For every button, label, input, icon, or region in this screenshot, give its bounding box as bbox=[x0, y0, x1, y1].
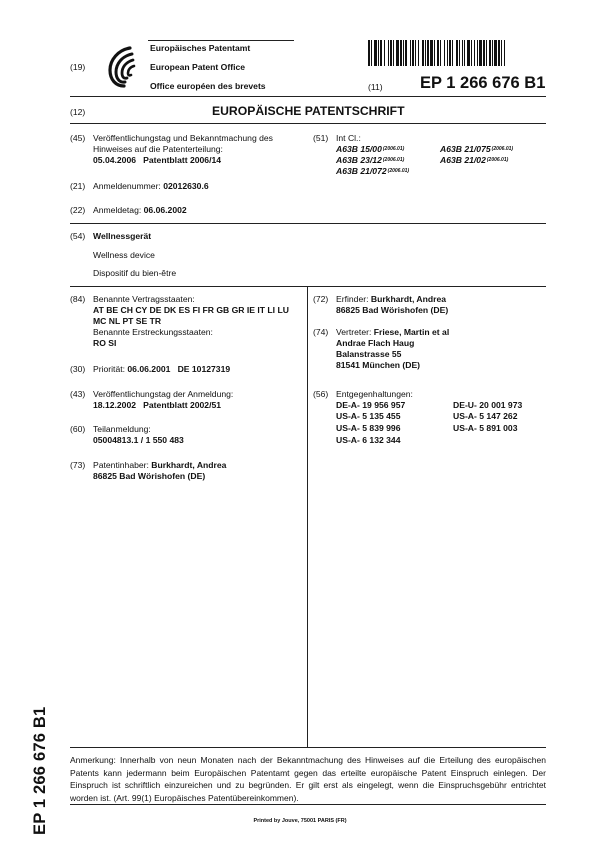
ipc-code: A63B $21/02^{(2006.01)}$ bbox=[440, 155, 509, 165]
representative-firm: Andrae Flach Haug bbox=[336, 338, 415, 348]
publication-number: EP 1 266 676 B1 bbox=[420, 74, 546, 92]
opposition-note: Anmerkung: Innerhalb von neun Monaten nach der Bekanntmachung des Hinweises auf die Erteilung des europäischen Patents kann jedermann beim Europäischen Patentamt gegen das erteilte europäische Patent Einspruch einlegen. Der Einspruch ist schriftlich einzureichen und zu begründen. Er gilt erst als eingelegt, wenn die Einspruchsgebühr entrichtet worden ist. (Art. 99(1) Europäisches Patentübereinkommen). bbox=[70, 755, 546, 803]
inid-43: (43) bbox=[70, 389, 86, 399]
printer-line: Printed by Jouve, 75001 PARIS (FR) bbox=[253, 818, 347, 824]
citation: US-A- 5 839 996 bbox=[336, 423, 401, 433]
rule-below-title bbox=[70, 123, 546, 124]
inid-30: (30) bbox=[70, 364, 86, 374]
citation: US-A- 5 891 003 bbox=[453, 423, 518, 433]
inid-19: (19) bbox=[70, 62, 86, 72]
inid-60: (60) bbox=[70, 424, 86, 434]
application-publication-label: Veröffentlichungstag der Anmeldung: bbox=[93, 389, 234, 399]
inid-72: (72) bbox=[313, 294, 329, 304]
inid-45: (45) bbox=[70, 133, 86, 143]
ipc-label: Int Cl.: bbox=[336, 133, 361, 143]
invention-title-fr: Dispositif du bien-être bbox=[93, 268, 177, 278]
inid-84: (84) bbox=[70, 294, 86, 304]
divisional-application-value: 05004813.1 / 1 550 483 bbox=[93, 435, 184, 445]
inid-11: (11) bbox=[368, 82, 383, 92]
grant-date-label-2: Hinweises auf die Patenterteilung: bbox=[93, 144, 223, 154]
inventor: Erfinder: Burkhardt, Andrea bbox=[336, 294, 447, 304]
barcode-image bbox=[368, 40, 543, 66]
citation: US-A- 5 135 455 bbox=[336, 411, 401, 421]
rule-above-note bbox=[70, 747, 546, 748]
ipc-code: A63B $23/12^{(2006.01)}$ bbox=[336, 155, 405, 165]
side-publication-number: EP 1 266 676 B1 bbox=[31, 706, 49, 835]
designated-states-line-2: MC NL PT SE TR bbox=[93, 316, 162, 326]
invention-title-de: Wellnessgerät bbox=[93, 231, 152, 241]
inid-12: (12) bbox=[70, 107, 86, 117]
representative-city: 81541 München (DE) bbox=[336, 360, 421, 370]
inid-56: (56) bbox=[313, 389, 329, 399]
priority: Priorität: 06.06.2001 DE 10127319 bbox=[93, 364, 231, 374]
document-type-title: EUROPÄISCHE PATENTSCHRIFT bbox=[212, 104, 405, 118]
office-name-en: European Patent Office bbox=[150, 62, 246, 72]
header-top-rule bbox=[148, 40, 294, 41]
ipc-code: A63B $21/075^{(2006.01)}$ bbox=[440, 144, 514, 154]
grant-date-value: 05.04.2006 Patentblatt 2006/14 bbox=[93, 155, 222, 165]
office-name-de: Europäisches Patentamt bbox=[150, 43, 251, 53]
rule-above-columns bbox=[70, 286, 546, 287]
filing-date: Anmeldetag: 06.06.2002 bbox=[93, 205, 187, 215]
designated-states-line-1: AT BE CH CY DE DK ES FI FR GB GR IE IT LI LU bbox=[93, 305, 289, 315]
proprietor-address: 86825 Bad Wörishofen (DE) bbox=[93, 471, 206, 481]
office-name-fr: Office européen des brevets bbox=[150, 81, 266, 91]
citation: DE-A- 19 956 957 bbox=[336, 400, 406, 410]
extension-states: RO SI bbox=[93, 338, 117, 348]
inventor-address: 86825 Bad Wörishofen (DE) bbox=[336, 305, 449, 315]
grant-date-label-1: Veröffentlichungstag und Bekanntmachung des bbox=[93, 133, 273, 143]
header-bottom-rule bbox=[70, 96, 546, 97]
inid-21: (21) bbox=[70, 181, 86, 191]
column-divider bbox=[307, 286, 308, 747]
application-number: Anmeldenummer: 02012630.6 bbox=[93, 181, 209, 191]
rule-above-title bbox=[70, 223, 546, 224]
divisional-application-label: Teilanmeldung: bbox=[93, 424, 151, 434]
proprietor: Patentinhaber: Burkhardt, Andrea bbox=[93, 460, 227, 470]
inid-22: (22) bbox=[70, 205, 86, 215]
inid-54: (54) bbox=[70, 231, 86, 241]
representative: Vertreter: Friese, Martin et al bbox=[336, 327, 450, 337]
inid-74: (74) bbox=[313, 327, 329, 337]
representative-street: Balanstrasse 55 bbox=[336, 349, 402, 359]
inid-73: (73) bbox=[70, 460, 86, 470]
citations-label: Entgegenhaltungen: bbox=[336, 389, 413, 399]
invention-title-en: Wellness device bbox=[93, 250, 155, 260]
application-publication-value: 18.12.2002 Patentblatt 2002/51 bbox=[93, 400, 222, 410]
rule-below-note bbox=[70, 804, 546, 805]
ipc-code: A63B $15/00^{(2006.01)}$ bbox=[336, 144, 405, 154]
citation: DE-U- 20 001 973 bbox=[453, 400, 523, 410]
epo-logo-icon bbox=[100, 42, 142, 90]
inid-51: (51) bbox=[313, 133, 329, 143]
extension-states-label: Benannte Erstreckungsstaaten: bbox=[93, 327, 213, 337]
citation: US-A- 6 132 344 bbox=[336, 435, 401, 445]
designated-states-label: Benannte Vertragsstaaten: bbox=[93, 294, 195, 304]
citation: US-A- 5 147 262 bbox=[453, 411, 518, 421]
ipc-code: A63B $21/072^{(2006.01)}$ bbox=[336, 166, 410, 176]
